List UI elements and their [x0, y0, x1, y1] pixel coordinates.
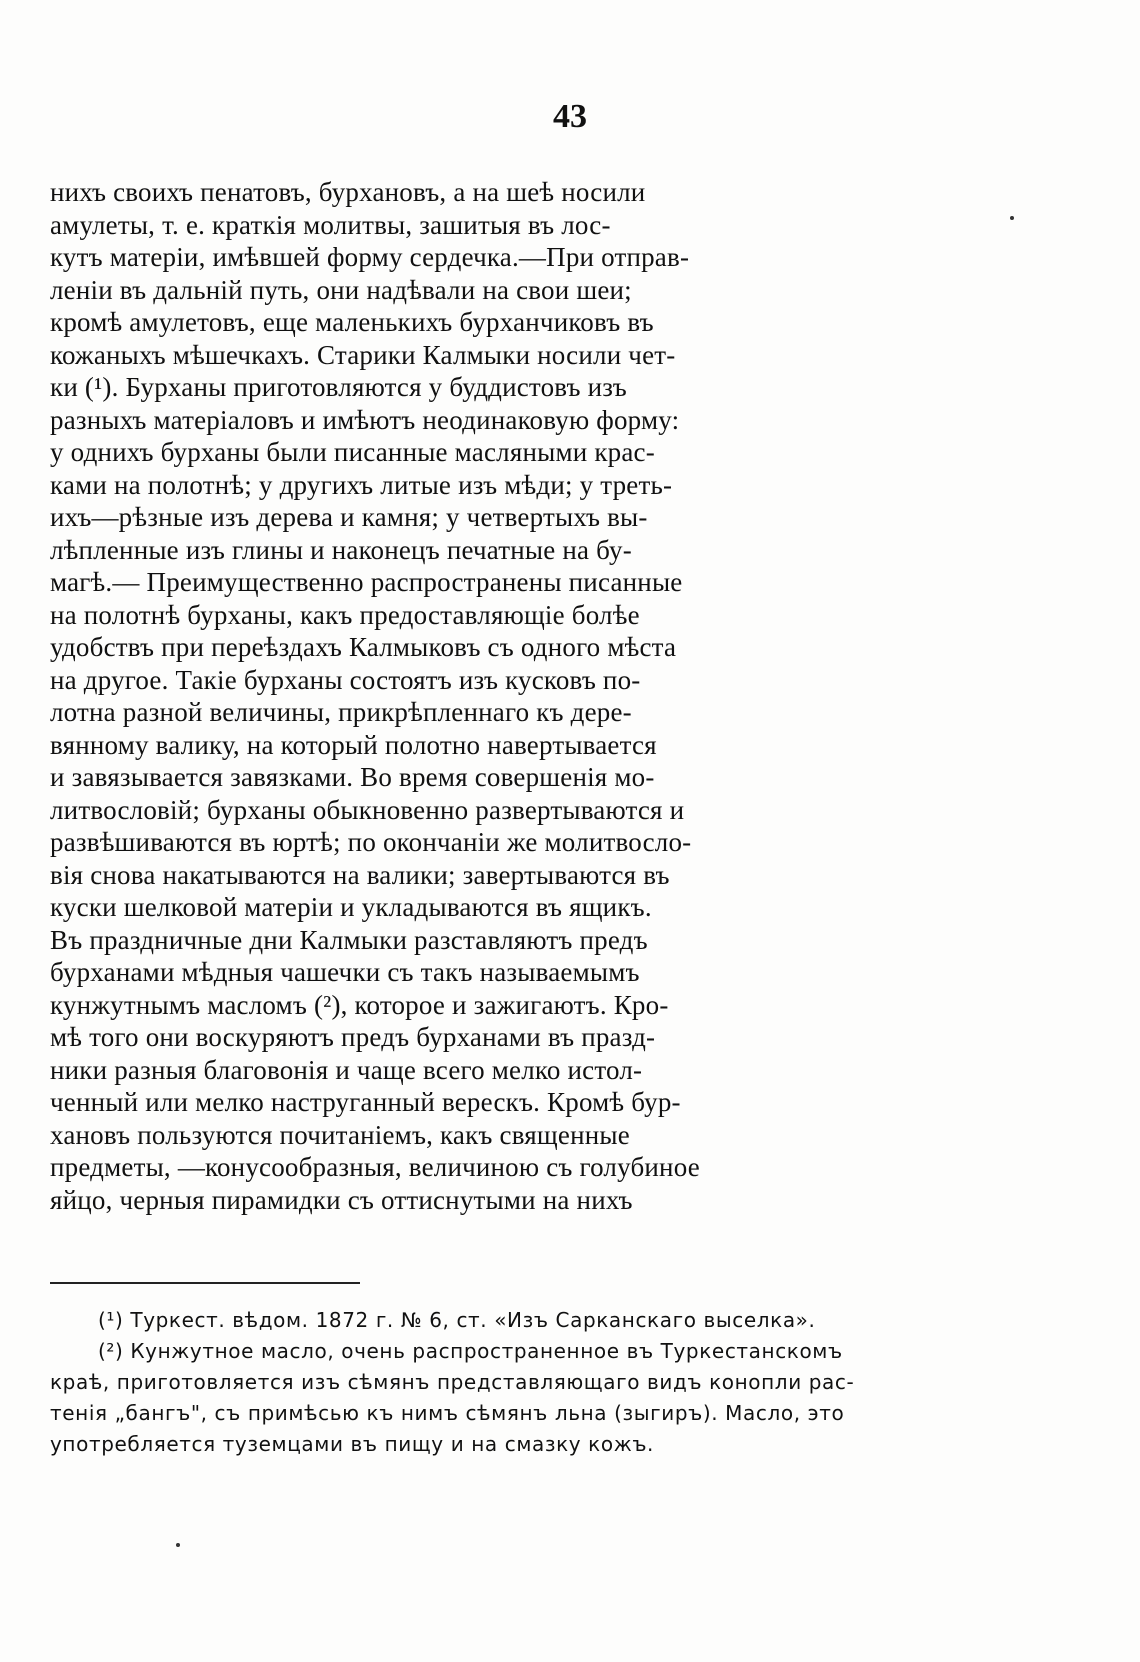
text-line: ихъ—рѣзные изъ дерева и камня; у четвертыхъ вы- — [50, 502, 648, 532]
text-line: на другое. Такіе бурханы состоятъ изъ кусковъ по- — [50, 664, 641, 695]
text-line: нихъ своихъ пенатовъ, бурхановъ, а на шеѣ носили — [50, 177, 646, 207]
footnote-line: (¹) Туркест. вѣдом. 1872 г. № 6, ст. «Изъ Сарканскаго выселка». — [98, 1308, 816, 1332]
text-line: вія снова накатываются на валики; завертываются въ — [50, 859, 670, 890]
text-line: бурханами мѣдныя чашечки съ такъ называемымъ — [50, 957, 640, 987]
text-line: на полотнѣ бурханы, какъ предоставляющіе болѣе — [50, 599, 640, 630]
text-line: кутъ матеріи, имѣвшей форму сердечка.—При отправ- — [50, 242, 690, 272]
text-line: амулеты, т. е. краткія молитвы, зашитыя въ лос- — [50, 209, 611, 240]
text-line: ченный или мелко наструганный верескъ. Кромѣ бур- — [50, 1087, 681, 1117]
text-line: разныхъ матеріаловъ и имѣютъ неодинаковую форму: — [50, 404, 680, 435]
text-line: яйцо, черныя пирамидки съ оттиснутыми на нихъ — [50, 1184, 633, 1215]
footnotes-block — [50, 1305, 960, 1460]
text-line: ками на полотнѣ; у другихъ литые изъ мѣди; у треть- — [50, 469, 673, 500]
text-line: и завязывается завязками. Во время совершенія мо- — [50, 762, 655, 792]
text-line: предметы, —конусообразныя, величиною съ голубиное — [50, 1152, 700, 1182]
text-line: кожаныхъ мѣшечкахъ. Старики Калмыки носили чет- — [50, 339, 676, 370]
text-line: лотна разной величины, прикрѣпленнаго къ дере- — [50, 697, 632, 727]
text-line: кромѣ амулетовъ, еще маленькихъ бурханчиковъ въ — [50, 307, 654, 337]
text-line: удобствъ при переѣздахъ Калмыковъ съ одного мѣста — [50, 632, 677, 662]
footnote-line: употребляется туземцами въ пищу и на смазку кожъ. — [50, 1432, 655, 1456]
footnote-line: тенія „бангъ", съ примѣсью къ нимъ сѣмянъ льна (зыгиръ). Масло, это — [50, 1401, 845, 1425]
text-line: лѣпленные изъ глины и наконецъ печатные на бу- — [50, 534, 632, 565]
scan-speck — [1010, 216, 1014, 220]
scan-speck — [176, 1543, 180, 1547]
text-line: хановъ пользуются почитаніемъ, какъ священные — [50, 1119, 630, 1150]
text-line: мѣ того они воскуряютъ предъ бурханами въ празд- — [50, 1022, 656, 1052]
text-line: ки (¹). Бурханы приготовляются у буддистовъ изъ — [50, 372, 627, 402]
page-number: 43 — [553, 98, 587, 135]
footnote-line: краѣ, приготовляется изъ сѣмянъ представляющаго видъ конопли рас- — [50, 1370, 855, 1394]
text-line: литвословій; бурханы обыкновенно развертываются и — [50, 794, 685, 825]
text-line: леніи въ дальній путь, они надѣвали на свои шеи; — [50, 274, 632, 305]
text-line: у однихъ бурханы были писанные масляными крас- — [50, 437, 655, 467]
text-line: куски шелковой матеріи и укладываются въ ящикъ. — [50, 892, 652, 922]
footnote-line: (²) Кунжутное масло, очень распространенное въ Туркестанскомъ — [98, 1339, 843, 1363]
text-line: магѣ.— Преимущественно распространены писанные — [50, 567, 683, 597]
footnote-divider — [50, 1282, 360, 1284]
text-line: вянному валику, на который полотно навертывается — [50, 729, 657, 760]
text-line: развѣшиваются въ юртѣ; по окончаніи же молитвосло- — [50, 827, 692, 857]
text-line: кунжутнымъ масломъ (²), которое и зажигаютъ. Кро- — [50, 989, 669, 1020]
main-text-block — [50, 176, 950, 1216]
text-line: ники разныя благовонія и чаще всего мелко истол- — [50, 1054, 643, 1085]
text-line: Въ праздничные дни Калмыки разставляютъ предъ — [50, 924, 648, 955]
